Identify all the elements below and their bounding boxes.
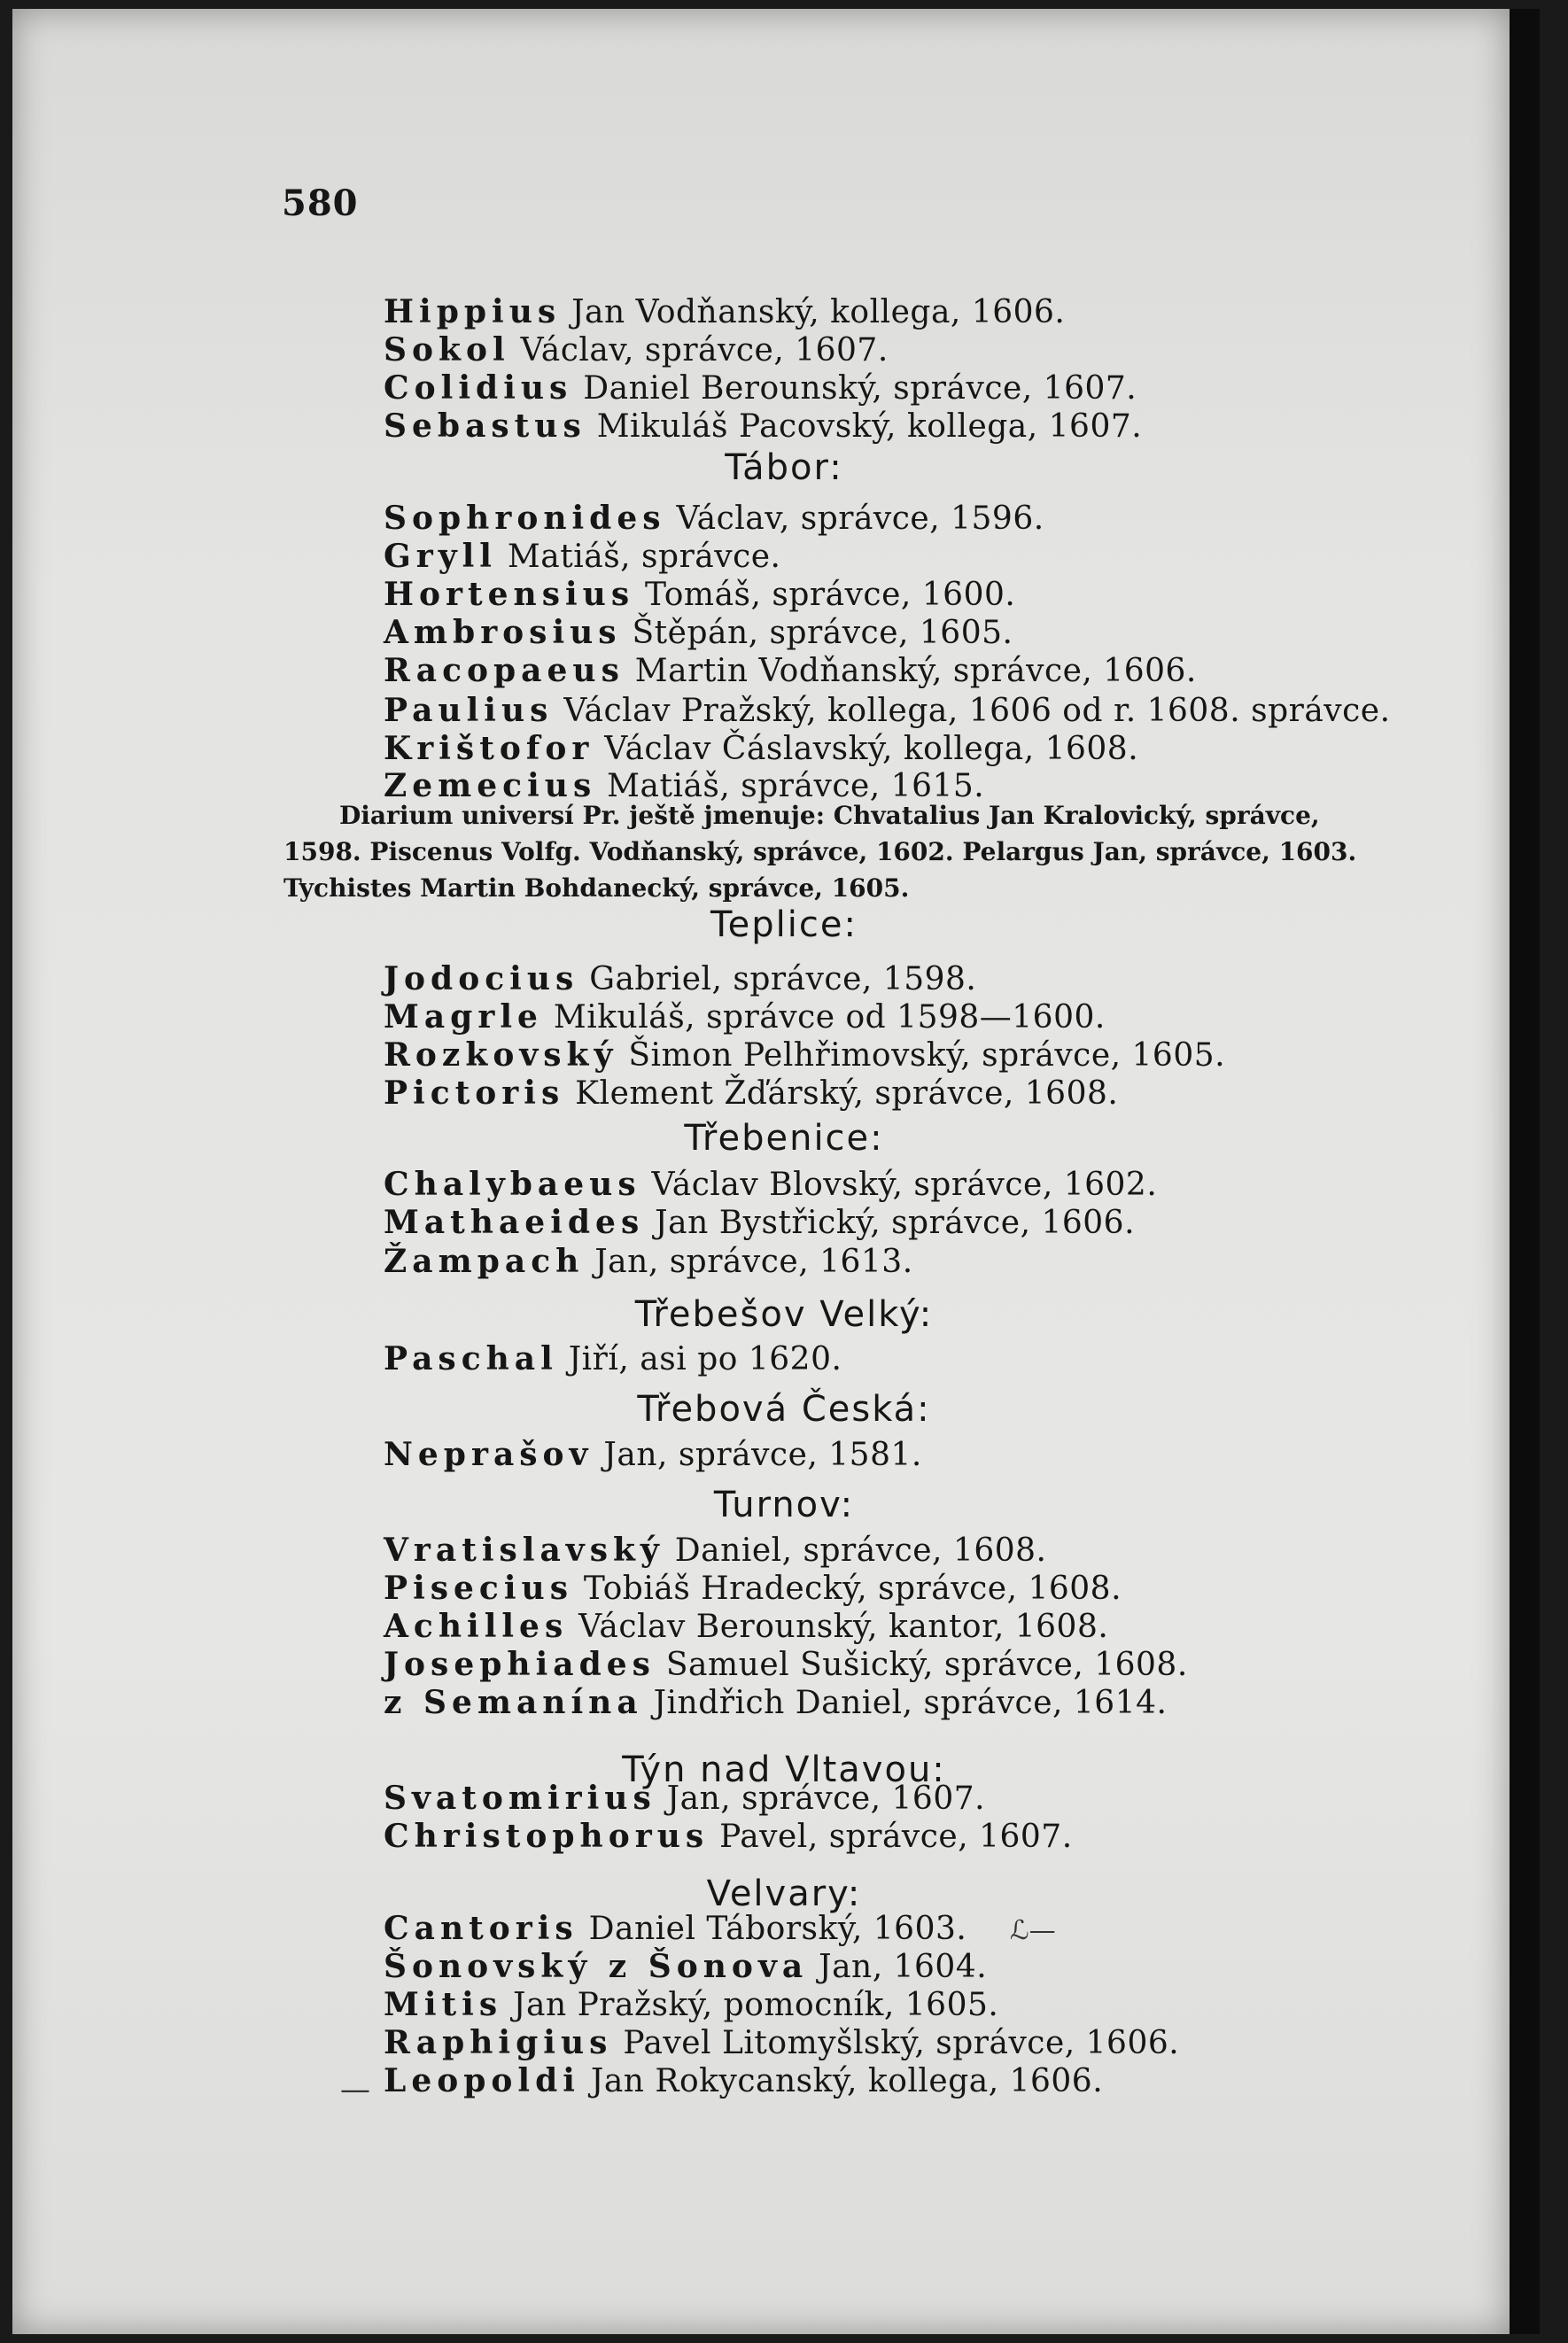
- entry-line: [384, 369, 1137, 407]
- entry-name: Mathaeides: [384, 1204, 645, 1241]
- entry-name: Svatomirius: [384, 1780, 656, 1817]
- entry-name: Hortensius: [384, 576, 635, 613]
- entry-details: Pavel, správce, 1607.: [709, 1819, 1073, 1855]
- page-number: 580: [282, 182, 359, 224]
- entry-line: [384, 998, 1106, 1036]
- entry-line: [384, 1534, 1046, 1567]
- entry-name: Sebastus: [384, 407, 586, 445]
- entry-line: [384, 1245, 913, 1278]
- entry-line: [384, 1782, 985, 1815]
- footnote-line: Tychistes Martin Bohdanecký, správce, 1605.: [283, 873, 910, 903]
- entry-name: Žampach: [384, 1243, 585, 1280]
- entry-name: Rozkovský: [384, 1036, 618, 1074]
- entry-line: [384, 578, 1015, 611]
- entry-name: Ambrosius: [384, 614, 622, 651]
- entry-name: Pictoris: [384, 1075, 565, 1112]
- entry-line: [384, 1986, 999, 2023]
- margin-dash-mark: —: [340, 2072, 370, 2107]
- entry-line: [384, 767, 985, 804]
- entry-details: Daniel Berounský, správce, 1607.: [572, 370, 1137, 407]
- entry-details: Jan, správce, 1607.: [656, 1781, 986, 1817]
- entry-details: Jiří, asi po 1620.: [557, 1341, 842, 1377]
- place-heading: Třebová Česká:: [637, 1389, 931, 1430]
- entry-line: [384, 1572, 1122, 1605]
- entry-line: [384, 540, 781, 573]
- entry-details: Klement Žďárský, správce, 1608.: [564, 1075, 1119, 1112]
- entry-line: [384, 614, 1013, 651]
- entry-name: Raphigius: [384, 2024, 613, 2061]
- entry-name: Chalybaeus: [384, 1166, 641, 1203]
- entry-name: Gryll: [384, 538, 497, 575]
- entry-line: [384, 2024, 1180, 2061]
- margin-handwritten-mark: ℒ—: [1010, 1915, 1056, 1946]
- footnote-line: Diarium universí Pr. ještě jmenuje: Chvatalius Jan Kralovický, správce,: [339, 801, 1320, 830]
- entry-details: Štěpán, správce, 1605.: [621, 615, 1013, 651]
- entry-details: Martin Vodňanský, správce, 1606.: [624, 653, 1197, 689]
- entry-details: Jan Bystřický, správce, 1606.: [644, 1205, 1136, 1241]
- place-heading: Třebešov Velký:: [634, 1294, 934, 1335]
- footnote-line: 1598. Piscenus Volfg. Vodňanský, správce, 1602. Pelargus Jan, správce, 1603.: [283, 837, 1357, 866]
- entry-line: [384, 960, 977, 997]
- entry-details: Václav Pražský, kollega, 1606 od r. 1608. správce.: [553, 693, 1391, 729]
- entry-details: Pavel Litomyšlský, správce, 1606.: [612, 2025, 1180, 2061]
- entry-name: Leopoldi: [384, 2062, 580, 2099]
- entry-details: Daniel, správce, 1608.: [664, 1532, 1047, 1569]
- entry-name: Sophronides: [384, 500, 666, 537]
- place-heading: Třebenice:: [684, 1118, 884, 1159]
- entry-details: Jan, správce, 1581.: [593, 1437, 922, 1473]
- place-heading: Teplice:: [710, 904, 858, 945]
- entry-line: [384, 1206, 1135, 1239]
- entry-name: Krištofor: [384, 730, 594, 767]
- entry-name: Zemecius: [384, 767, 597, 804]
- entry-line: [384, 1646, 1188, 1683]
- entry-line: [384, 1610, 1108, 1643]
- place-heading: Velvary:: [706, 1874, 862, 1914]
- entry-name: Mitis: [384, 1986, 503, 2023]
- entry-line: [384, 1340, 842, 1377]
- entry-details: Václav, správce, 1607.: [509, 332, 889, 369]
- entry-line: [384, 1684, 1168, 1721]
- entry-details: Šimon Pelhřimovský, správce, 1605.: [617, 1037, 1226, 1074]
- entry-line: [384, 2062, 1104, 2099]
- entry-line: [384, 730, 1139, 767]
- place-heading: Tábor:: [725, 447, 843, 488]
- entry-details: Jan, správce, 1613.: [584, 1244, 913, 1280]
- entry-details: Gabriel, správce, 1598.: [578, 961, 977, 997]
- entry-details: Václav Blovský, správce, 1602.: [640, 1167, 1158, 1203]
- place-heading: Turnov:: [713, 1485, 855, 1525]
- entry-details: Mikuláš Pacovský, kollega, 1607.: [586, 408, 1143, 445]
- entry-name: Jodocius: [384, 960, 579, 997]
- entry-details: Matiáš, správce.: [496, 539, 781, 575]
- entry-details: Jan Pražský, pomocník, 1605.: [502, 1987, 999, 2023]
- entry-name: Josephiades: [384, 1646, 656, 1683]
- entry-name: z Semanína: [384, 1684, 643, 1721]
- entry-line: [384, 1077, 1118, 1110]
- entry-details: Daniel Táborský, 1603.: [578, 1911, 967, 1947]
- entry-details: Mikuláš, správce od 1598—1600.: [542, 999, 1106, 1036]
- entry-details: Jan Rokycanský, kollega, 1606.: [579, 2063, 1104, 2099]
- entry-line: [384, 502, 1044, 535]
- entry-name: Paschal: [384, 1340, 558, 1377]
- entry-name: Vratislavský: [384, 1532, 664, 1569]
- entry-name: Christophorus: [384, 1818, 710, 1855]
- entry-name: Hippius: [384, 293, 562, 330]
- entry-line: [384, 293, 1066, 330]
- entry-name: Magrle: [384, 998, 543, 1036]
- entry-name: Colidius: [384, 369, 573, 407]
- entry-line: [384, 1820, 1073, 1853]
- entry-name: Paulius: [384, 692, 554, 729]
- entry-name: Sokol: [384, 331, 510, 369]
- entry-line: [384, 1036, 1226, 1074]
- entry-line: [384, 407, 1143, 445]
- entry-line: [384, 652, 1197, 689]
- entry-details: Jan Vodňanský, kollega, 1606.: [561, 294, 1066, 330]
- entry-details: Václav, správce, 1596.: [665, 500, 1044, 537]
- entry-details: Jan, 1604.: [808, 1949, 988, 1985]
- entry-details: Václav Čáslavský, kollega, 1608.: [594, 731, 1139, 767]
- entry-line: [384, 1168, 1157, 1201]
- entry-name: Pisecius: [384, 1570, 573, 1607]
- entry-line: [384, 1912, 966, 1945]
- entry-name: Neprašov: [384, 1436, 594, 1473]
- entry-line: [384, 694, 1391, 727]
- place-heading: Týn nad Vltavou:: [622, 1749, 946, 1790]
- entry-details: Matiáš, správce, 1615.: [596, 768, 985, 804]
- entry-details: Jindřich Daniel, správce, 1614.: [642, 1685, 1168, 1721]
- entry-line: [384, 331, 889, 369]
- entry-line: [384, 1436, 922, 1473]
- entry-name: Šonovský z Šonova: [384, 1948, 809, 1985]
- entry-details: Tomáš, správce, 1600.: [634, 577, 1016, 613]
- entry-details: Tobiáš Hradecký, správce, 1608.: [572, 1571, 1122, 1607]
- entry-name: Achilles: [384, 1608, 569, 1645]
- entry-name: Racopaeus: [384, 652, 625, 689]
- entry-name: Cantoris: [384, 1910, 578, 1947]
- entry-details: Václav Berounský, kantor, 1608.: [568, 1609, 1109, 1645]
- entry-line: [384, 1948, 988, 1985]
- entry-details: Samuel Sušický, správce, 1608.: [655, 1647, 1188, 1683]
